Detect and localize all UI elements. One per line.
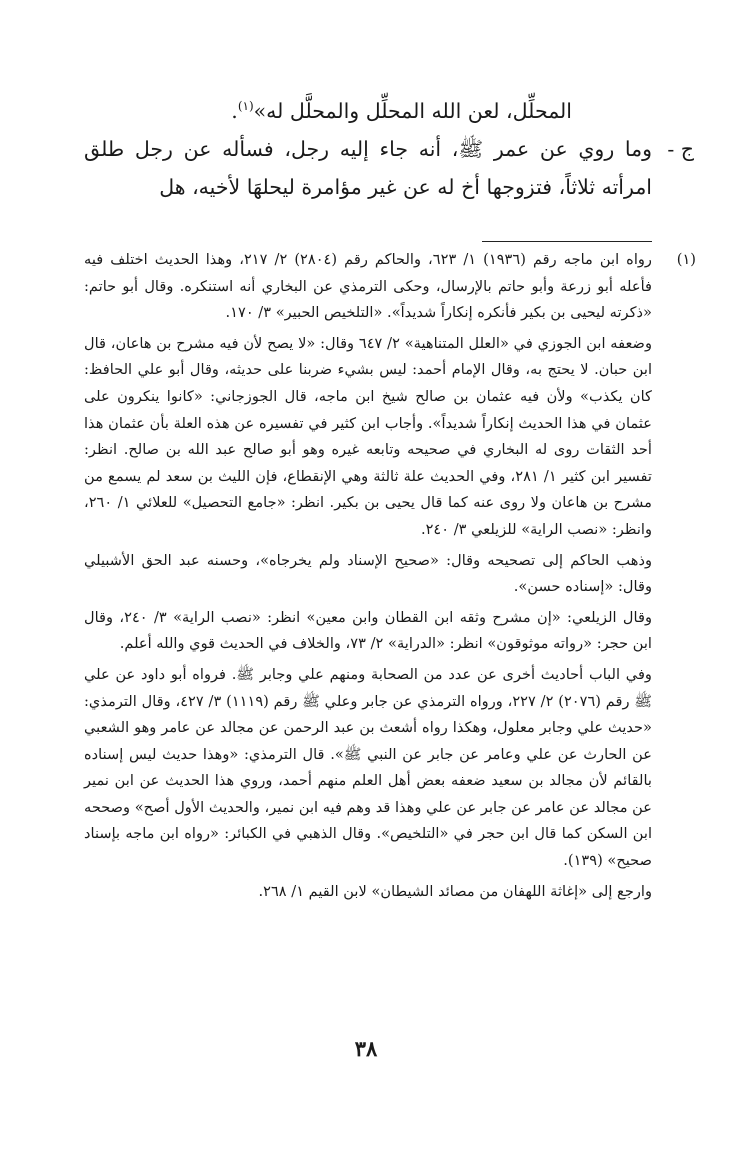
- main-text: [84, 92, 694, 206]
- footnote-reference: (١): [237, 99, 254, 114]
- footnote-paragraph: وضعفه ابن الجوزي في «العلل المتناهية» ٢/ ٦٤٧ وقال: «لا يصح لأن فيه مشرح بن هاعان، قال ابن حبان. لا يحتج به، وقال الإمام أحمد: ليس بشيء ضربنا على حديثه، وقال أبو علي الحافظ: كان يكذب» ولأن فيه عثمان بن صالح شيخ ابن ماجه، قال الجوزجاني: «كانوا ينكرون على عثمان في هذا الحديث إنكاراً شديداً». وأجاب ابن كثير في تفسيره عن هذه العلة بأن عثمان هذا أحد الثقات روى له البخاري في صحيحه وتابعه غيره وهو أبو صالح عبد الله بن صالح. انظر: تفسير ابن كثير ١/ ٢٨١، وفي الحديث علة ثالثة وهي الإنقطاع، فإن الليث بن سعد لم يسمع من مشرح بن هاعان ولا روى عنه كما قال يحيى بن بكير. انظر: «جامع التحصيل» للعلائي ١/ ٢٦٠، وانظر: «نصب الراية» للزيلعي ٣/ ٢٤٠.: [84, 334, 652, 538]
- footnote: [84, 247, 696, 327]
- footnotes: [84, 247, 696, 909]
- footnote-paragraph: وارجع إلى «إغاثة اللهفان من مصائد الشيطان» لابن القيم ١/ ٢٦٨.: [258, 882, 652, 900]
- main-paragraph-end: .: [231, 99, 238, 123]
- footnote-paragraph: وقال الزيلعي: «إن مشرح وثقه ابن القطان وابن معين» انظر: «نصب الراية» ٣/ ٢٤٠، وقال ابن حجر: «رواته موثوقون» انظر: «الدراية» ٢/ ٧٣، والخلاف في الحديث قوي والله أعلم.: [84, 608, 652, 653]
- list-item: [84, 130, 694, 206]
- footnote-marker: (١): [676, 251, 696, 268]
- page-number: ٣٨: [354, 1036, 378, 1061]
- footnote-paragraph: وذهب الحاكم إلى تصحيحه وقال: «صحيح الإسناد ولم يخرجاه»، وحسنه عبد الحق الأشبيلي وقال: «إسناده حسن».: [84, 551, 652, 596]
- list-item-text: وما روي عن عمر ﷺ، أنه جاء إليه رجل، فسأله عن رجل طلق امرأته ثلاثاً، فتزوجها أخ له عن غير مؤامرة ليحلهَا لأخيه، هل: [84, 137, 652, 199]
- footnote-paragraph: رواه ابن ماجه رقم (١٩٣٦) ١/ ٦٢٣، والحاكم رقم (٢٨٠٤) ٢/ ٢١٧، وهذا الحديث اختلف فيه فأعله أبو زرعة وأبو حاتم بالإرسال، وحكى الترمذي عن البخاري أنه استنكره. وقال أبو حاتم: «ذكرته ليحيى بن بكير فأنكره إنكاراً شديداً». «التلخيص الحبير» ٣/ ١٧٠.: [84, 251, 652, 322]
- footnote-separator: [482, 241, 652, 242]
- list-item-marker: ج -: [667, 137, 694, 161]
- main-paragraph: [84, 92, 652, 130]
- main-paragraph-text: المحلِّل، لعن الله المحلِّل والمحلَّل له»: [253, 99, 572, 123]
- footnote-paragraph: وفي الباب أحاديث أخرى عن عدد من الصحابة ومنهم علي وجابر ﷺ. فرواه أبو داود عن علي ﷺ رقم (٢٠٧٦) ٢/ ٢٢٧، ورواه الترمذي عن جابر وعلي ﷺ رقم (١١١٩) ٣/ ٤٢٧، وقال الترمذي: «حديث علي وجابر معلول، وهكذا رواه أشعث بن عبد الرحمن عن مجالد عن عامر وهو الشعبي عن الحارث عن علي وعامر عن جابر عن النبي ﷺ». قال الترمذي: «وهذا حديث ليس إسناده بالقائم لأن مجالد بن سعيد ضعفه بعض أهل العلم منهم أحمد، وروي هذا الحديث عن ابن نمير عن مجالد عن عامر عن جابر عن علي وهذا قد وهم فيه ابن نمير، والحديث الأول أصح» وصححه ابن السكن كما قال ابن حجر في «التلخيص». وقال الذهبي في الكبائر: «رواه ابن ماجه بإسناد صحيح» (١٣٩).: [84, 665, 652, 870]
